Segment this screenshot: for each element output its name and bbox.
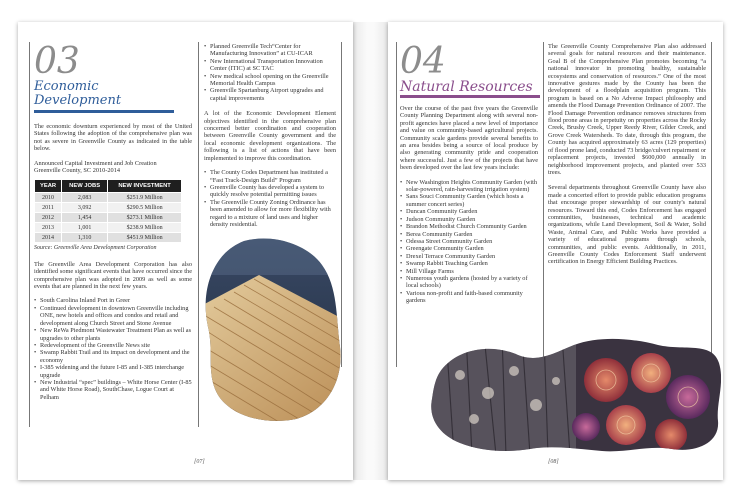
section-title-line1: Economic (34, 79, 99, 94)
list-item: • I-385 widening and the future I-85 and I-385 interchange upgrade (34, 364, 192, 379)
list-item: • Numerous youth gardens (hosted by a variety of local schools) (400, 275, 538, 290)
table-header-row (35, 180, 182, 193)
table-caption: Announced Capital Investment and Job Creation Greenville County, SC 2010-2014 (34, 159, 157, 175)
page-number-left: [07] (194, 459, 205, 465)
list-item: • The Greenville County Zoning Ordinance has been amended to allow for more flexibility with regard to a mixture of land uses and higher density residential. (204, 199, 336, 229)
table-row: 2013 1,001 $238.9 Million (35, 223, 182, 233)
education-paragraph: Several departments throughout Greenville County have also made a concerted effort to provide public education programs that encourage proper stewardship of our county's natural resources. Toward this end, Codes Enforcement has engaged communities, businesses, technical and academic organizations, while Land Development, Soil & Water, Solid Waste, Animal Care, and Public Works have provided a variety of educational programs through schools, communities, and public events. Additionally, in 2011, Greenville County Codes Enforcement Staff underwent certification in Energy Efficient Building Practices. (548, 184, 706, 266)
section-title: Natural Resources (400, 79, 533, 95)
list-item: • Mill Village Farms (400, 268, 538, 275)
table-row: 2012 1,454 $273.1 Million (35, 213, 182, 223)
section-accent-bar (400, 95, 540, 98)
table-source: Source: Greenville Area Development Corporation (34, 245, 157, 252)
list-item: • Planned Greenville Tech“Center for Manufacturing Innovation” at CU-ICAR (204, 43, 336, 58)
right-page (388, 22, 723, 480)
list-item: • Greenville Spartanburg Airport upgrades and capital improvements (204, 87, 336, 102)
left-page (18, 22, 353, 480)
list-item: • New medical school opening on the Greenville Memorial Health Campus (204, 73, 336, 88)
column-rule-left (396, 42, 397, 367)
table-row: 2011 3,092 $290.5 Million (35, 203, 182, 213)
list-item: • Brandon Methodist Church Community Garden (400, 223, 538, 230)
column-rule-middle (198, 42, 199, 427)
list-item: • Swamp Rabbit Trail and its impact on development and the economy (34, 349, 192, 364)
table-header-investment: NEW INVESTMENT (108, 180, 182, 193)
list-item: • Drexel Terrace Community Garden (400, 253, 538, 260)
book-spine (353, 22, 388, 480)
column-rule-middle (543, 42, 544, 367)
list-item: • Duncan Community Garden (400, 208, 538, 215)
flowers-photo (426, 335, 721, 455)
list-item: • Greengate Community Garden (400, 245, 538, 252)
section-title-line2: Development (34, 93, 122, 108)
gardens-list (400, 179, 538, 305)
list-item: • New Washington Heights Community Garden (with solar-powered, rain-harvesting irrigation system) (400, 179, 538, 194)
table-header-jobs: NEW JOBS (62, 180, 108, 193)
table-header-year: YEAR (35, 180, 62, 193)
intro-paragraph: The economic downturn experienced by most of the United States following the adoption of the comprehensive plan was not as severe in Greenville County as indicated in the table below. (34, 123, 192, 153)
column-rule-left (29, 42, 30, 427)
list-item: • Judson Community Garden (400, 216, 538, 223)
list-item: • New International Transportation Innovation Center (ITIC) at SC TAC (204, 58, 336, 73)
events-list (34, 297, 192, 401)
list-item: • Continued development in downtown Greenville including ONE, new hotels and offices and condos and retail and development along Church Street and Stone Avenue (34, 305, 192, 327)
right-column-2 (548, 43, 706, 266)
section-number-03: 03 (34, 41, 80, 82)
investment-table (34, 179, 182, 243)
list-item: • Redevelopment of the Greenville News site (34, 342, 192, 349)
list-item: • Sans Souci Community Garden (which hosts a summer concert series) (400, 193, 538, 208)
list-item: • New Industrial “spec” buildings – White Horse Center (I-85 and White Horse Road), SouthChase, Logue Court at Pelham (34, 379, 192, 401)
list-item: • New ReWa Piedmont Wastewater Treatment Plan as well as upgrades to other plants (34, 327, 192, 342)
section-number-04: 04 (400, 41, 446, 82)
list-item: • South Carolina Inland Port in Greer (34, 297, 192, 304)
boardwalk-photo (204, 235, 344, 425)
list-item: • Greenville County has developed a system to quickly resolve potential permitting issues (204, 184, 336, 199)
floodplain-paragraph: The Greenville County Comprehensive Plan also addressed several goals for natural resources and their maintenance. Goal B of the Comprehensive Plan promotes becoming “a national innovator in promoting healthy, sustainable ecosystems and conservation of resources.” One of the most innovative gestures made by the County has been the development of a floodplain acquisition program. This program is based on a No Adverse Impact philosophy and amends the Flood Damage Prevention Ordinance of 2007. The Flood Damage Prevention ordinance removes structures from flood prone areas in perpetuity on properties across the Rocky Creek, Brushy Creek, Upper Reedy River, Gilder Creek, and Grove Creek Watersheds. To date, through this program, the County has acquired approximately 63 acres (129 properties) of flood prone land, conducted 73 bridge/culvert repairment or replacement projects, invested $600,000 annually in neighborhood improvement projects, and planted over 533 trees. (548, 43, 706, 176)
list-item: • The County Codes Department has instituted a “Fast Track-Design Build” Program (204, 169, 336, 184)
left-column-1 (34, 123, 192, 401)
list-item: • Swamp Rabbit Teaching Garden (400, 260, 538, 267)
gadc-paragraph: The Greenville Area Development Corporation has also identified some significant events that have occurred since the comprehensive plan was adopted in 2009 as well as some events that are planned in the next few years. (34, 260, 192, 291)
list-item: • Various non-profit and faith-based community gardens (400, 290, 538, 305)
right-column-1 (400, 105, 538, 305)
table-row: 2014 1,310 $451.9 Million (35, 233, 182, 243)
page-number-right: [08] (548, 459, 559, 465)
element-paragraph: A lot of the Economic Development Element objectives identified in the comprehensive plan concerned better coordination and cooperation between Greenville County government and the local economic development organizations. The following is a list of actions that have been implemented to improve this coordination. (204, 110, 336, 162)
list-item: • Odessa Street Community Garden (400, 238, 538, 245)
actions-list (204, 169, 336, 228)
gardens-intro: Over the course of the past five years the Greenville County Planning Department along with several non-profit agencies have placed a new level of importance and value on community-based agricultural projects. Community scale gardens provide several benefits to an area besides being a source of local produce by also generating community pride and cooperation where successful. Just a few of the projects that have been developed over the last few years include: (400, 105, 538, 172)
section-accent-bar (34, 110, 174, 113)
table-row: 2010 2,083 $251.9 Million (35, 193, 182, 203)
events-list-continued (204, 43, 336, 102)
list-item: • Berea Community Garden (400, 231, 538, 238)
left-column-2 (204, 43, 336, 228)
